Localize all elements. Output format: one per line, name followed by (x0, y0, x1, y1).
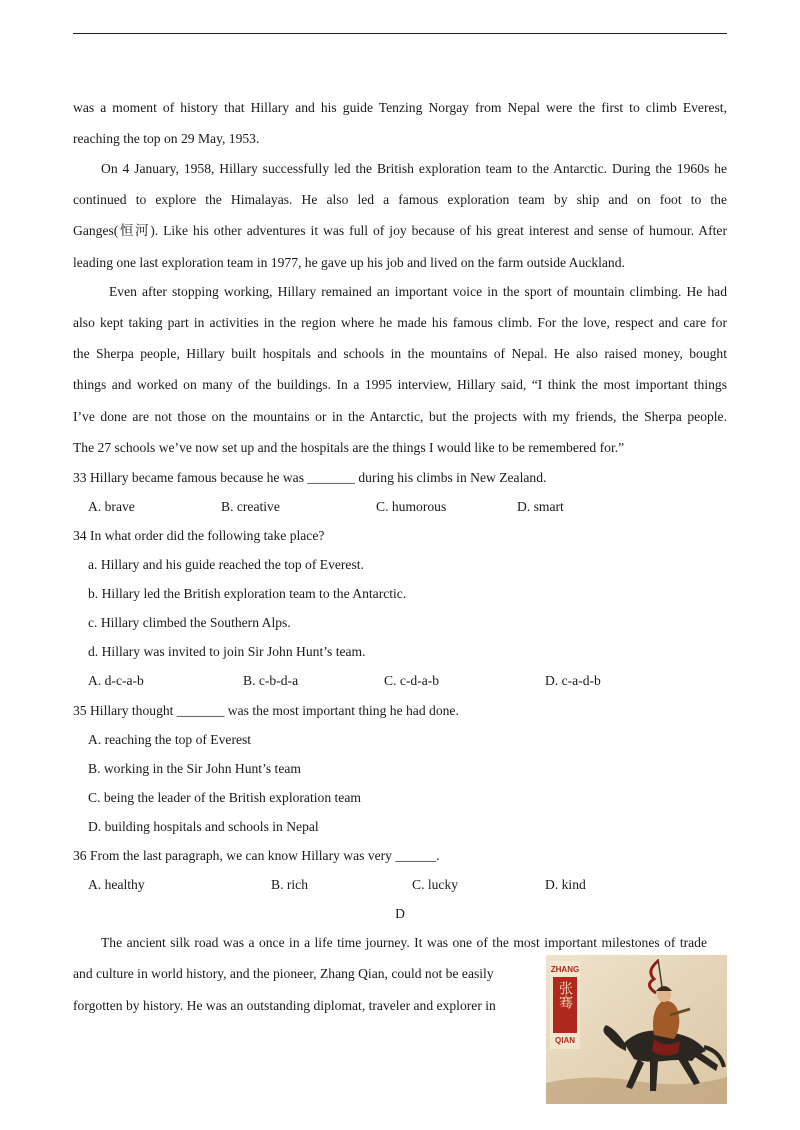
q34-option-a: A. d-c-a-b (88, 673, 144, 688)
q34-event-b: b. Hillary led the British exploration team to the Antarctic. (88, 586, 407, 601)
q36-option-c: C. lucky (412, 877, 459, 892)
q34-event-a: a. Hillary and his guide reached the top of Everest. (88, 557, 364, 572)
passage-c-p3-line: the Sherpa people, Hillary built hospitals and schools in the mountains of Nepal. He also raised money, bought (73, 346, 727, 361)
q34-option-d: D. c-a-d-b (545, 673, 601, 688)
q34-option-b: B. c-b-d-a (243, 673, 299, 688)
q34-event-c: c. Hillary climbed the Southern Alps. (88, 615, 291, 630)
q36-option-b: B. rich (271, 877, 308, 892)
header-rule (73, 33, 727, 34)
passage-c-p3-line: I’ve done are not those on the mountains or in the Antarctic, but the projects with my friends, the Sherpa people. (73, 409, 727, 424)
q35-option-b: B. working in the Sir John Hunt’s team (88, 761, 301, 776)
passage-c-p2-line: On 4 January, 1958, Hillary successfully led the British exploration team to the Antarctic. During the 1960s he (101, 161, 727, 176)
passage-c-p2-line: continued to explore the Himalayas. He also led a famous exploration team by ship and on foot to the (73, 192, 727, 207)
passage-c-p3-line: Even after stopping working, Hillary remained an important voice in the sport of mountain climbing. He had (109, 284, 727, 299)
illustration-top-label: ZHANG (550, 965, 580, 974)
question-34-stem: 34 In what order did the following take place? (73, 528, 325, 543)
passage-c-p1-line: was a moment of history that Hillary and his guide Tenzing Norgay from Nepal were the first to climb Everest, (73, 100, 727, 115)
q33-option-d: D. smart (517, 499, 564, 514)
question-36-stem: 36 From the last paragraph, we can know Hillary was very ______. (73, 848, 440, 863)
q35-option-d: D. building hospitals and schools in Nepal (88, 819, 319, 834)
q33-option-c: C. humorous (376, 499, 447, 514)
passage-c-p3-line: The 27 schools we’ve now set up and the hospitals are the things I would like to be remembered for.” (73, 440, 625, 455)
q36-option-a: A. healthy (88, 877, 145, 892)
passage-c-p1-line: reaching the top on 29 May, 1953. (73, 131, 260, 146)
passage-d-heading: D (395, 906, 405, 921)
passage-c-p2-line: Ganges(恒河). Like his other adventures it was full of joy because of his great interest and sense of humour. After (73, 223, 727, 238)
q33-option-b: B. creative (221, 499, 280, 514)
question-35-stem: 35 Hillary thought _______ was the most important thing he had done. (73, 703, 459, 718)
passage-c-p3-line: also kept taking part in activities in the region where he made his famous climb. For the love, respect and care for (73, 315, 727, 330)
q36-option-d: D. kind (545, 877, 586, 892)
passage-d-line: and culture in world history, and the pioneer, Zhang Qian, could not be easily (73, 966, 494, 981)
question-33-stem: 33 Hillary became famous because he was _______ during his climbs in New Zealand. (73, 470, 547, 485)
q33-option-a: A. brave (88, 499, 135, 514)
q34-event-d: d. Hillary was invited to join Sir John Hunt’s team. (88, 644, 366, 659)
illustration-bottom-label: QIAN (555, 1036, 575, 1045)
q35-option-c: C. being the leader of the British exploration team (88, 790, 361, 805)
illustration-seal-text: 张骞 (557, 981, 573, 1009)
q35-option-a: A. reaching the top of Everest (88, 732, 252, 747)
passage-d-line: The ancient silk road was a once in a life time journey. It was one of the most important milestones of trade (101, 935, 707, 950)
passage-c-p2-line: leading one last exploration team in 1977, he gave up his job and lived on the farm outside Auckland. (73, 255, 625, 270)
zhang-qian-illustration (546, 955, 727, 1104)
passage-d-line: forgotten by history. He was an outstanding diplomat, traveler and explorer in (73, 998, 496, 1013)
q34-option-c: C. c-d-a-b (384, 673, 440, 688)
passage-c-p3-line: things and worked on many of the buildings. In a 1995 interview, Hillary said, “I think the most important things (73, 377, 727, 392)
